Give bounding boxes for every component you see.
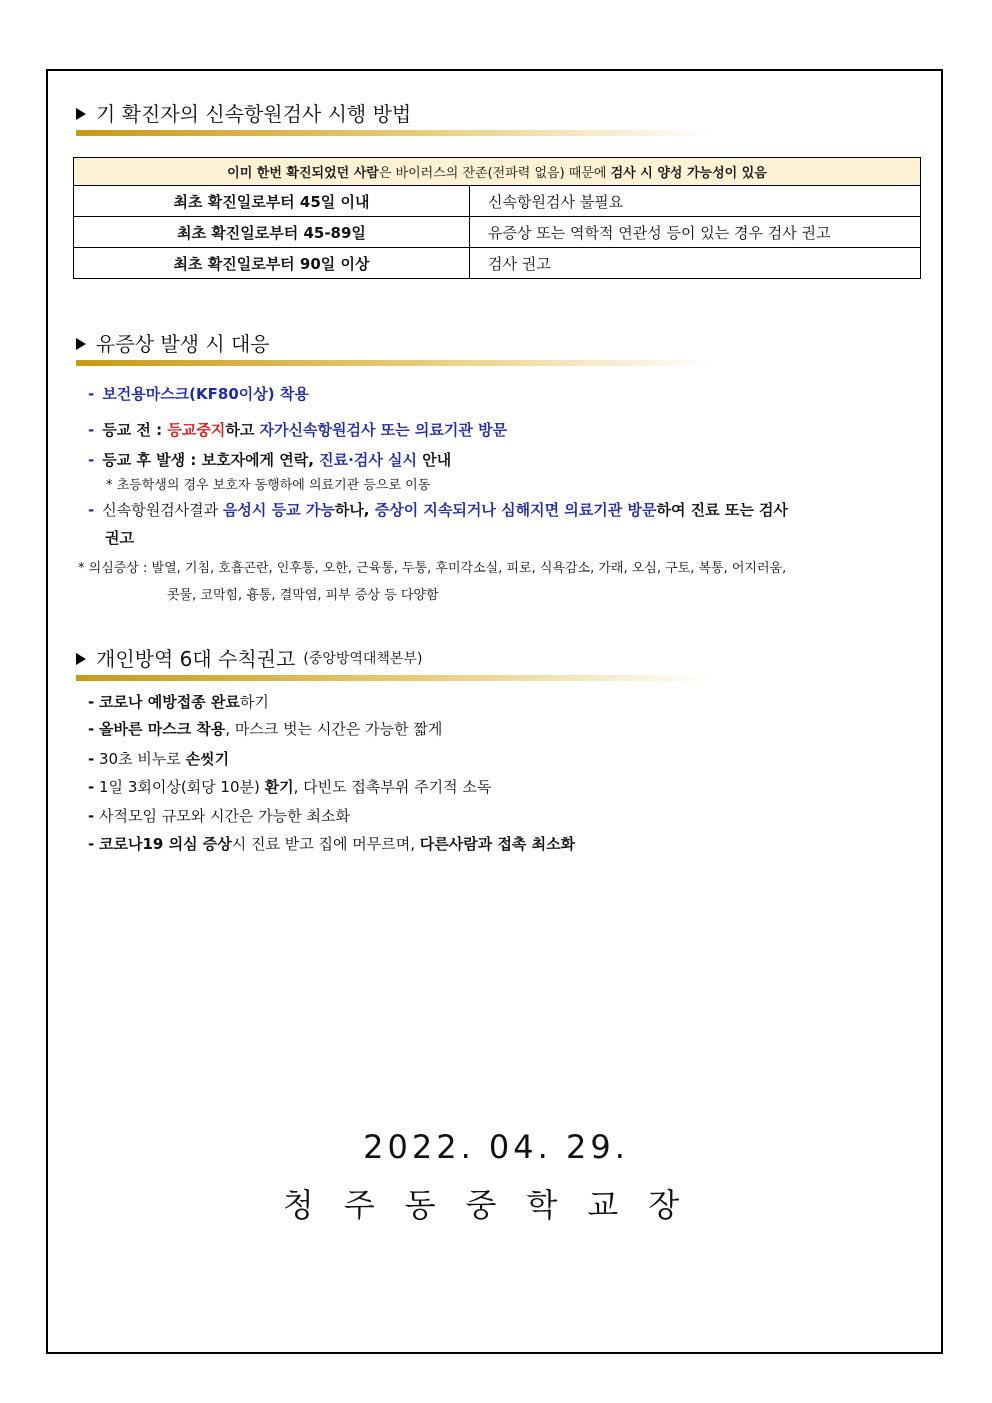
triangle-bullet-icon [76,653,86,665]
note-line: * 초등학생의 경우 보호자 동행하에 의료기관 등으로 이동 [106,478,431,493]
action-cell: 유증상 또는 역학적 연관성 등이 있는 경우 검사 권고 [470,217,921,248]
title-underline [76,360,712,366]
period-cell: 최초 확진일로부터 90일 이상 [74,248,470,279]
list-item: - 등교 전 : 등교중지하고 자가신속항원검사 또는 의료기관 방문 [88,421,508,439]
document-date: 2022. 04. 29. [363,1128,629,1166]
section-title: 유증상 발생 시 대응 [76,330,716,358]
list-item: - 등교 후 발생 : 보호자에게 연락, 진료·검사 실시 안내 [88,451,452,469]
table-row [74,248,921,279]
section-symptom-response [76,330,716,366]
list-item: - 신속항원검사결과 음성시 등교 가능하나, 증상이 지속되거나 심해지면 의료기관 방문하여 진료 또는 검사 [88,501,789,519]
period-cell: 최초 확진일로부터 45일 이내 [74,186,470,217]
section-title: 기 확진자의 신속항원검사 시행 방법 [76,100,716,128]
list-item: - 올바른 마스크 착용, 마스크 벗는 시간은 가능한 짧게 [88,720,443,738]
section-rat-for-confirmed [76,100,716,136]
rat-schedule-table [73,157,921,279]
triangle-bullet-icon [76,338,86,350]
table-row [74,186,921,217]
triangle-bullet-icon [76,108,86,120]
action-cell: 검사 권고 [470,248,921,279]
title-underline [76,675,712,681]
section-personal-quarantine-rules [76,645,716,681]
list-item: - 사적모임 규모와 시간은 가능한 최소화 [88,807,350,825]
list-item-continuation: 권고 [105,529,134,547]
list-item: - 보건용마스크(KF80이상) 착용 [88,385,309,403]
school-principal-signature: 청주동중학교장 [282,1186,710,1224]
title-underline [76,130,712,136]
period-cell: 최초 확진일로부터 45-89일 [74,217,470,248]
table-header-row [74,158,921,186]
list-item: - 30초 비누로 손씻기 [88,750,230,768]
suspicious-symptoms-note-cont: 콧물, 코막힘, 흉통, 결막염, 피부 증상 등 다양함 [167,588,439,603]
list-item: - 1일 3회이상(회당 10분) 환기, 다빈도 접촉부위 주기적 소독 [88,778,492,796]
list-item: - 코로나 예방접종 완료하기 [88,693,269,711]
table-row [74,217,921,248]
section-title: 개인방역 6대 수칙권고 (중앙방역대책본부) [76,645,716,673]
suspicious-symptoms-note: * 의심증상 : 발열, 기침, 호흡곤란, 인후통, 오한, 근육통, 두통, 후미각소실, 피로, 식욕감소, 가래, 오심, 구토, 복통, 어지러움, [78,561,787,576]
action-cell: 신속항원검사 불필요 [470,186,921,217]
table-header-cell: 이미 한번 확진되었던 사람은 바이러스의 잔존(전파력 없음) 때문에 검사 시 양성 가능성이 있음 [74,158,921,186]
list-item: - 코로나19 의심 증상시 진료 받고 집에 머무르며, 다른사람과 접촉 최소화 [88,835,576,853]
